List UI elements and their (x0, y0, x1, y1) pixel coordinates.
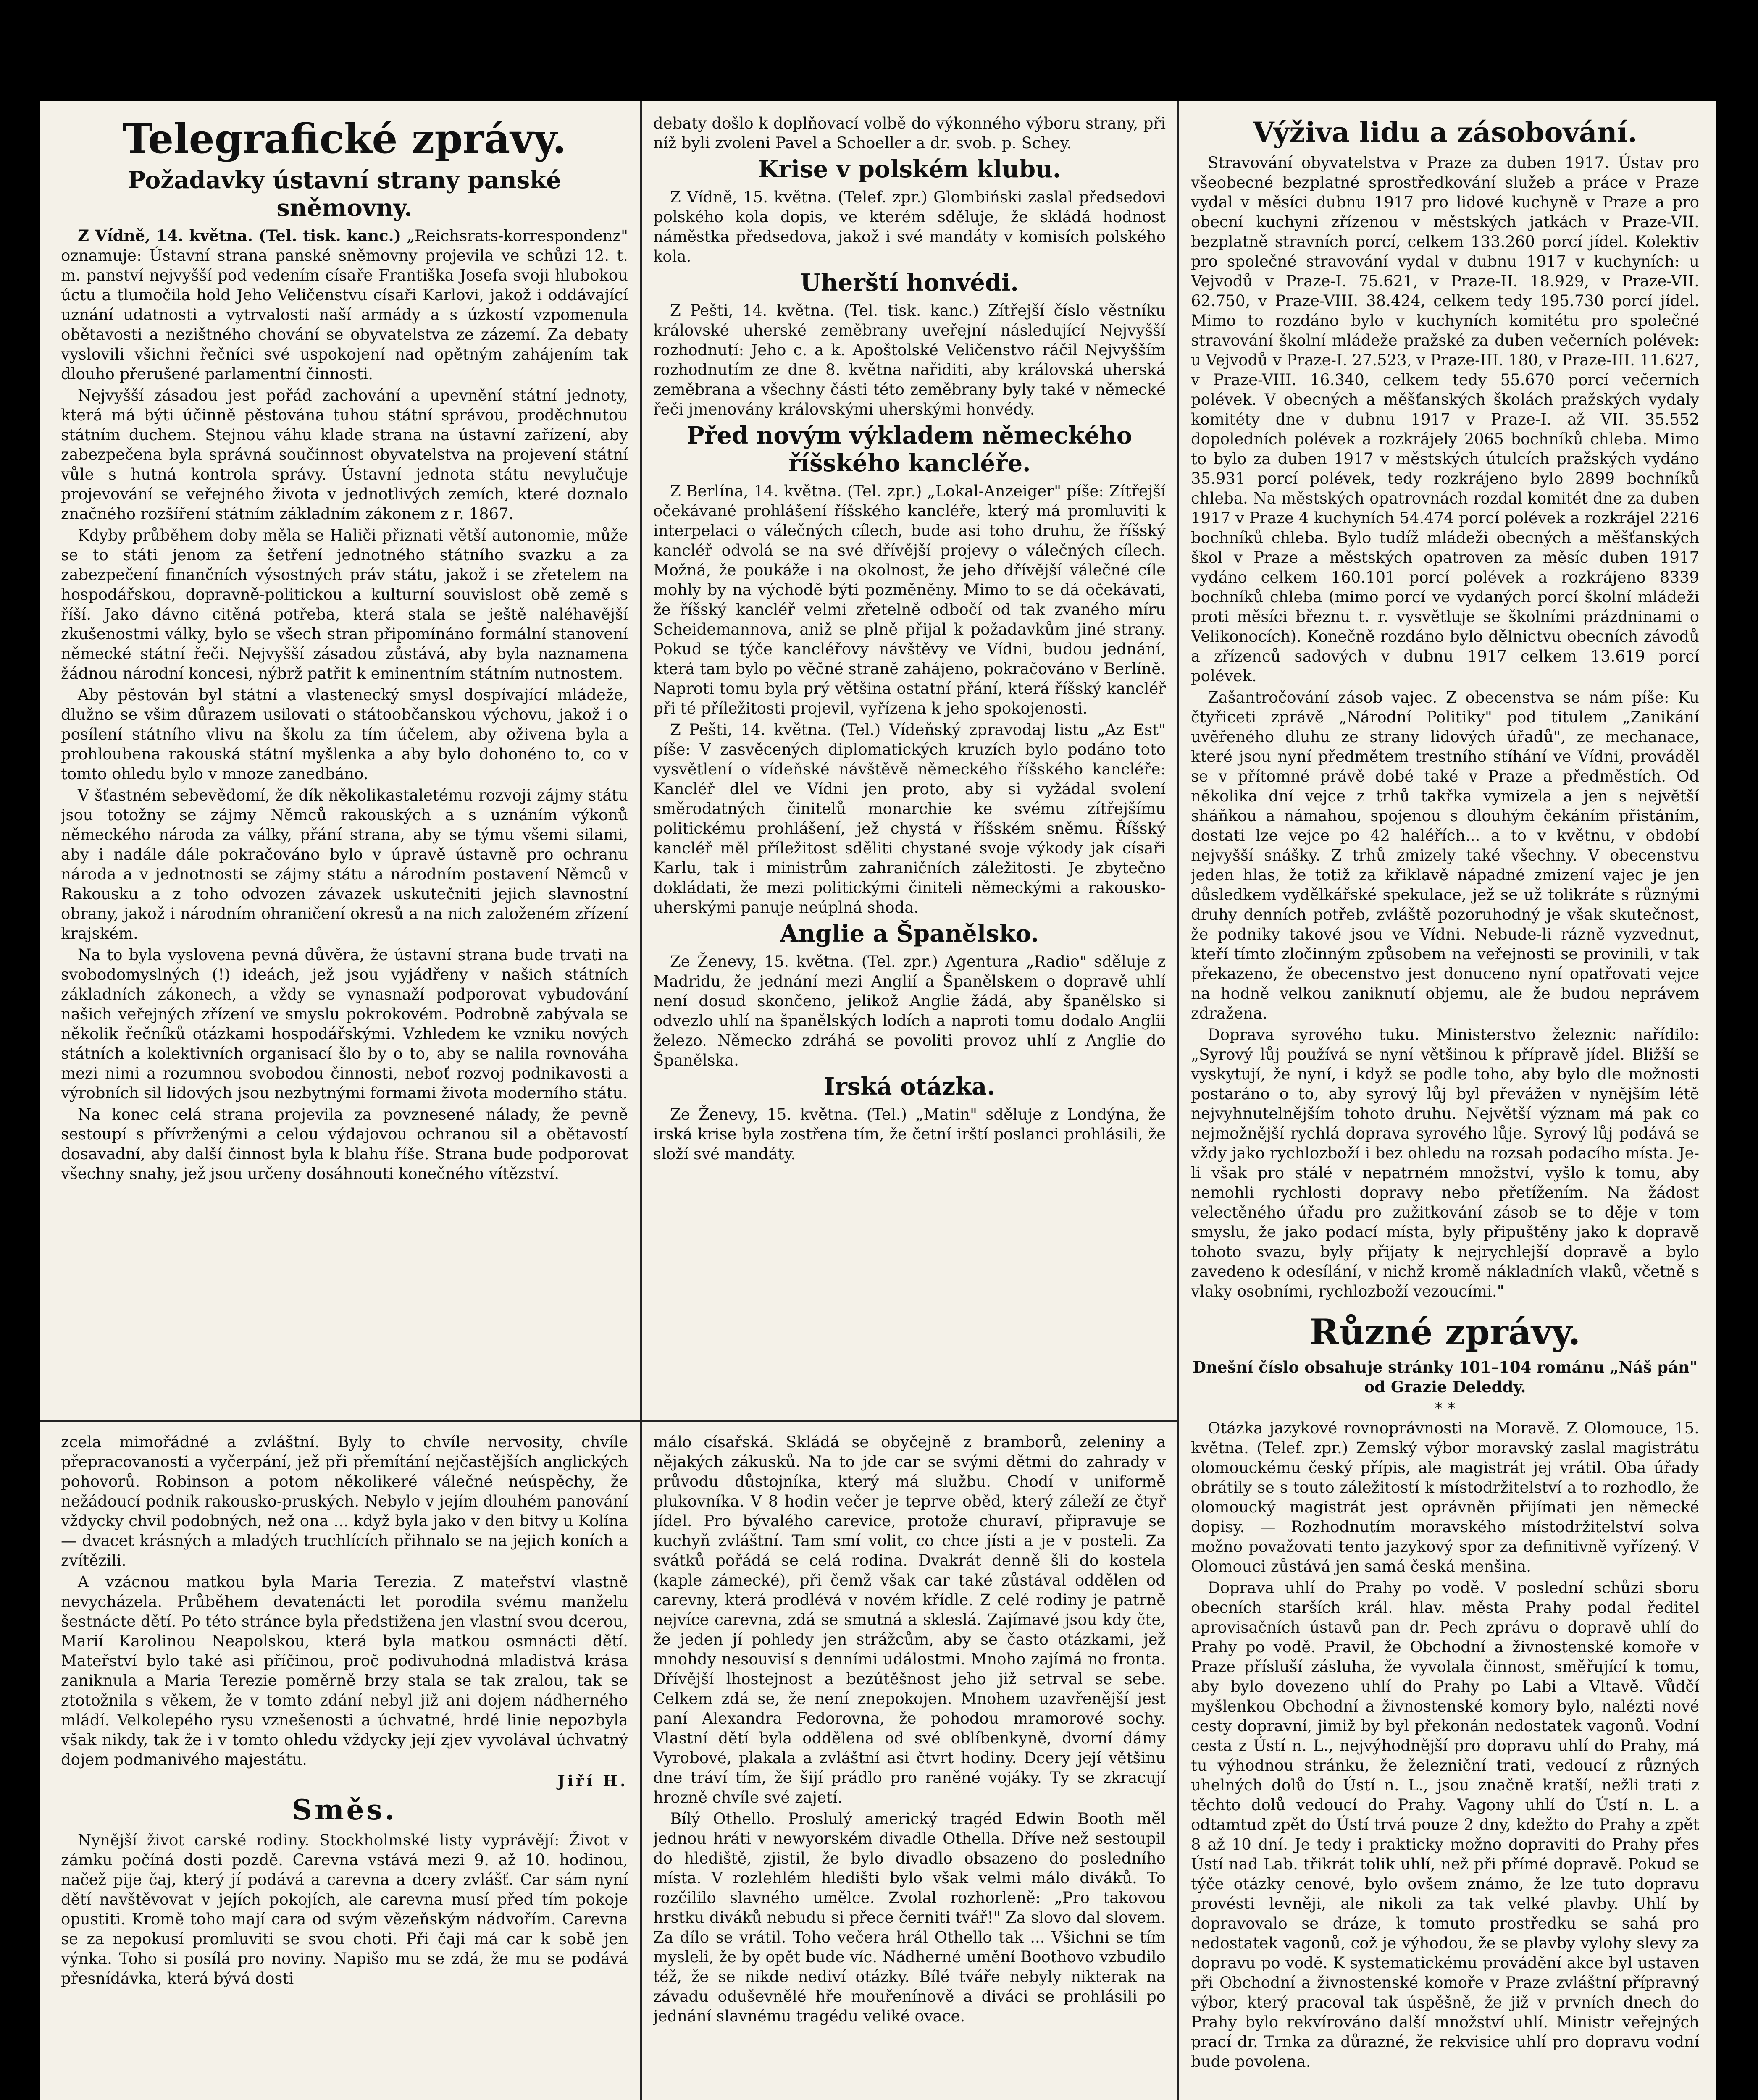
article-paragraph: „Reichsrats-korrespondenz" oznamuje: Ústavní strana panské sněmovny projevila ve schůzi 12. t. m. panství nejvyšší pod vedením císaře Františka Josefa svoji hlubokou úctu a tlumočila hold Jeho Veličenstvu císaři Karlovi, jakož i oddávající uznání udatnosti a vytrvalosti naší armády a s úzkostí vzpomenula obětavosti a nezištného chování se obyvatelstva ze zázemí. Za debaty vyslovili všichni řečníci své uspokojení nad opětným zahájením tak dlouho přerušené parlamentní činnosti. (61, 227, 628, 383)
column-3 (1191, 113, 1699, 2100)
article-paragraph: Z Pešti, 14. května. (Tel. tisk. kanc.) Zítřejší číslo věstníku královské uherské zeměbrany uveřejní následující Nejvyšší rozhodnutí: Jeho c. a k. Apoštolské Veličenstvo ráčil Nejvyšším rozhodnutím ze dne 8. května nařiditi, aby královská uherská zeměbrana a všechny části této zeměbrany byly také v německé řeči jmenovány královskými uherskými honvédy. (653, 302, 1166, 418)
article-paragraph: Zašantročování zásob vajec. Z obecenstva se nám píše: Ku čtyřiceti zprávě „Národní Politiky" pod titulem „Zanikání uvěřeného dluhu ze strany lidových úřadů", ze mechanace, které jsou nyní předmětem trestního stíhání ve Vídni, prováděl se v přítomné právě dobé také v Praze a předměstích. Od několika dní vejce z trhů takřka vymizela a jen s největší sháňkou a námahou, spojenou s dlouhým čekáním přistáním, dostati lze vejce po 42 haléřích... a to v květnu, v období nejvyšší snášky. Z trhů zmizely také všechny. V obecenstvu jeden hlas, že totiž za křiklavě nápadné zmizení vajec je jen důsledkem vydělkářské spekulace, jež se už tolikráte s různými druhy denních potřeb, zvláště pozoruhodný je však skutečnost, že podniky takové jsou ve Vídni. Nebude-li rázně vyzvednut, kteří tímto zločinným způsobem na veřejnosti se provinili, v tak překazeno, že obecenstvo jest donuceno nyní opatřovati vejce na hodně velkou zaniknutí objemu, ale že budou neprávem zdražena. (1191, 688, 1699, 1022)
column-divider-left (640, 101, 642, 2100)
section-stars: * * (1435, 1399, 1456, 1418)
column-2-top (653, 113, 1166, 1411)
feuilleton-paragraph: zcela mimořádné a zvláštní. Byly to chvíle nervosity, chvíle přepracovanosti a vyčerpání, jež při přemítání nejčastějších anglických pohovorů. Robinson a potom několikeré válečné neúspěchy, že nežádoucí podnik rakousko-pruských. Nebylo v jejím dlouhém panování vždycky chvil podobných, než ona ... když byla jako v den bitvy u Kolína — dvacet krásných a mladých truchlících přihnalo se na jejich koních a zvítězili. (61, 1433, 628, 1570)
article-paragraph: Na konec celá strana projevila za povznesené nálady, že pevně sestoupí s přívrženými a celou výdajovou ochranou sil a obětavostí dosavadní, aby další činnost byla k blahu říše. Strana bude podporovat všechny snahy, jež jsou určeny dosáhnouti konečného vítězství. (61, 1105, 628, 1183)
column-1-top (61, 113, 628, 1411)
article-paragraph: Z Berlína, 14. května. (Tel. zpr.) „Lokal-Anzeiger" píše: Zítřejší očekávané prohlášení říšského kancléře, který má promluviti k interpelaci o válečných cílech, bude asi toho druhu, že říšský kancléř odvolá se na své dřívější projevy o válečných cílech. Možná, že poukáže i na okolnost, že jeho dřívější válečné cíle mohly by na východě býti pozměněny. Mimo to se dá očekávati, že říšský kancléř velmi zřetelně odbočí od tak zvaného míru Scheidemannova, aniž se plně přijal k požadavkům jiné strany. Pokud se týče kancléřovy návštěvy ve Vídni, budou jednání, která tam bylo po věčné straně zahájeno, pokračováno v Berlíně. Naproti tomu byla prý většina ostatní přání, která říšský kancléř při té příležitosti projevil, vyřízena k jeho spokojenosti. (653, 482, 1166, 717)
article-paragraph: Z Vídně, 15. května. (Telef. zpr.) Glombiński zaslal předsedovi polského kola dopis, ve kterém sděluje, že skládá hodnost náměstka předsedova, jakož i své mandáty v komisích polského kola. (653, 188, 1166, 265)
article-paragraph: Stravování obyvatelstva v Praze za duben 1917. Ústav pro všeobecné bezplatné sprostředkování služeb a práce v Praze vydal v měsíci dubnu 1917 pro lidové kuchyně v Praze a pro obecní kuchyni zřízenou v městských jatkách v Praze-VII. bezplatně stravních porcí, celkem 133.260 porcí jídel. Kolektiv pro společné stravování vydal v dubnu 1917 v kuchyních: u Vejvodů v Praze-I. 75.621, v Praze-II. 18.929, v Praze-VII. 62.750, v Praze-VIII. 38.424, celkem tedy 195.730 porcí jídel. Mimo to rozdáno bylo v kuchyních komitétu pro společné stravování školní mládeže pražské za duben večerních polévek: u Vejvodů v Praze-I. 27.523, v Praze-III. 180, v Praze-III. 11.627, v Praze-VIII. 16.340, celkem tedy 55.670 porcí večerních polévek. V obecných a měšťanských školách pražských vydaly komitéty dne v dubnu 1917 v Praze-I. až VII. 35.552 dopoledních polévek a rozkrájely 2065 bochníků chleba. Mimo to bylo za duben 1917 v městských útulcích pražských vydáno 35.931 porcí polévek, tedy rozkrájeno bylo 2899 bochníků chleba. Na městských opatrovnách rozdal komitét dne za duben 1917 v Praze 4 kuchyních 54.474 porcí polévek a rozkrájel 2216 bochníků chleba. Bylo tudíž mládeži obecných a měšťanských škol v Praze a městských opatroven za měsíc duben 1917 vydáno celkem 160.101 porcí polévek a rozkrájeno 8339 bochníků chleba (mimo porcí ve vydaných porcí školní mládeži proti měsíci březnu t. r. vysvětluje se školními prázdninami o Velikonocích). Konečně rozdáno bylo dělnictvu obecních závodů a zřízenců sadových v dubnu 1917 celkem 13.619 porcí polévek. (1191, 154, 1699, 685)
article-paragraph: Doprava syrového tuku. Ministerstvo železnic nařídilo: „Syrový lůj používá se nyní většinou k přípravě jídel. Bližší se vyskytují, že nyní, i když se podle toho, aby bylo dle možnosti postaráno o to, aby syrový lůj byl převážen v nynějším létě nejvyhnutelnějším tohoto druhu. Největší význam má pak co nejmožnější rychlá doprava syrového lůje. Syrový lůj podává se vždy jako rychlozboží i bez ohledu na rozsah podacího místa. Je-li však pro stálé v nepatrném množství, vyšlo k tomu, aby nemohli rychlosti dopravy nebo přetížením. Na žádost velectěného úřadu pro zužitkování zásob se to děje v tom smyslu, že jako podací místa, byly připuštěny jako k dopravě tohoto svazu, byly přijaty k nejrychlejší dopravě a bylo zavedeno k odesílání, v nichž kromě nákladních vlaků, včetně s vlaky osobními, rychlozboží vezoucími." (1191, 1026, 1699, 1300)
article-paragraph: Na to byla vyslovena pevná důvěra, že ústavní strana bude trvati na svobodomyslných (!) ideách, jež jsou vyjádřeny v našich státních základních zákonech, a vždy se vynasnaží podporovat vybudování našich veřejných zřízení ve smyslu pokrokovém. Podrobně zabývala se několik řečníků otázkami hospodářskými. Vzhledem ke vzniku nových státních a kolektivních organisací šlo by o to, aby se nalila rovnováha mezi nimi a rozumnou svobodou činnosti, neboť rozvoj podnikavosti a výrobních sil lidových jsou nezbytnými formami života moderního státu. (61, 946, 628, 1102)
article-paragraph: Aby pěstován byl státní a vlastenecký smysl dospívající mládeže, dlužno se všim důrazem usilovati o státoobčanskou výchovu, jakož i o posílení státního vlivu na školu za tím účelem, aby oživena byla a prohloubena rakouská státní myšlenka a aby bylo dohonéno to, co v tomto ohledu bylo v mnoze zanedbáno. (61, 686, 628, 783)
headline-ruzne: Různé zprávy. (1309, 1311, 1581, 1353)
headline-smes: Směs. (292, 1793, 397, 1826)
headline-irska: Irská otázka. (824, 1073, 995, 1100)
column-2-bottom (653, 1432, 1166, 2100)
article-paragraph: Kdyby průběhem doby měla se Haliči přiznati větší autonomie, může se to státi jenom za šetření jednotného státního svazku a za zabezpečení finančních výsostných práv státu, jakož i se zřetelem na hospodářskou, dopravně-politickou a kulturní souvislost obě země s říší. Jako dávno citěná potřeba, která stala se ještě naléhavější zkušenostmi války, bylo se všech stran připomínáno formální stanovení německé státní řeči. Nejvyšší zásadou zůstává, aby byla naznamena žádnou národní koncesi, nýbrž patřit k eminentním státním nutnostem. (61, 526, 628, 682)
column-1-bottom (61, 1432, 628, 2100)
article-paragraph: Ze Ženevy, 15. května. (Tel.) „Matin" sděluje z Londýna, že irská krise byla zostřena tím, že četní irští poslanci prohlásili, že složí své mandáty. (653, 1105, 1166, 1163)
othello-paragraph: Bílý Othello. Proslulý americký tragéd Edwin Booth měl jednou hráti v newyorském divadle Othella. Dříve než sestoupil do hlediště, zjistil, že bylo divadlo obsazeno do posledního místa. V rozlehlém hledišti bylo však velmi málo diváků. To rozčililo slavného umělce. Zvolal rozhorleně: „Pro takovou hrstku diváků nebudu si přece černiti tvář!" Za slovo dal slovem. Za dílo se vrátil. Toho večera hrál Othello tak ... Všichni se tím mysleli, že by opět bude víc. Nádherné umění Boothovo vzbudilo též, že se nikde nediví otázky. Bílé tváře nebyly nikterak na závadu oduševnělé hře mouřenínově a diváci se prohlásili po jednání slavnému tragédu veliké ovace. (653, 1810, 1166, 2025)
smes-paragraph: Nynější život carské rodiny. Stockholmské listy vyprávějí: Život v zámku počíná dosti pozdě. Carevna vstává mezi 9. až 10. hodinou, načež pije čaj, který jí podává a carevna a dcery zvlášť. Car sám nyní dětí navštěvovat v jejích pokojích, ale carevna musí před tím pokoje opustiti. Kromě toho mají cara od svým vězeňským nádvořím. Carevna se za nepokusí promluviti se svou choti. Při čaji má car k sobě jen výnka. Toho si posílá pro noviny. Napišo mu se zdá, že mu se podává přesnídávka, která bývá dosti (61, 1831, 628, 1987)
feuilleton-signature: Jiří H. (557, 1772, 628, 1790)
feuilleton-paragraph: málo císařská. Skládá se obyčejně z bramborů, zeleniny a nějakých zákusků. Na to jde car se svými dětmi do zahrady v průvodu důstojníka, který má službu. Chodí v uniformě plukovníka. V 8 hodin večer je teprve oběd, který záleží ze čtyř jídel. Pro bývalého carevice, protože churaví, připravuje se kuchyň zvláštní. Tam smí volit, co chce jísti a je v posteli. Za svátků pořádá se celá rodina. Dvakrát denně šli do kostela (kaple zámecké), při čemž však car také zůstával oddělen od carevny, která prodlévá v novém křídle. Z celé rodiny je patrně nejvíce carevna, zdá se smutná a skleslá. Zajímavé jsou kdy čte, že jeden jí pohledy jen strážcům, aby se často otázkami, jež mnohdy nesouvisí s denními událostmi. Mnoho zajímá no fronta. Dřívější lhostejnost a bezútěšnost jeho již setrval se sebe. Celkem zdá se, že není znepokojen. Mnohem uzavřenější jest paní Alexandra Fedorovna, že pohodou mramorové sochy. Vlastní dětí byla oddělena od své oblíbenkyně, dvorní dámy Vyrobové, plakala a zvláštní asi čtvrt hodiny. Dcery její většinu dne tráví tím, že šijí prádlo pro raněné vojáky. Ty se zkracují hrozně chvíle své zajetí. (653, 1433, 1166, 1806)
article-paragraph: debaty došlo k doplňovací volbě do výkonného výboru strany, při níž byli zvoleni Pavel a Schoeller a dr. svob. p. Schey. (653, 114, 1166, 152)
headline-telegraficke: Telegrafické zprávy. (122, 115, 567, 163)
article-paragraph: Doprava uhlí do Prahy po vodě. V poslední schůzi sboru obecních starších král. hlav. města Prahy podal ředitel aprovisačních ústavů pan dr. Pech zprávu o dopravě uhlí do Prahy po vodě. Pravil, že Obchodní a živnostenské komoře v Praze přísluší zásluha, že vyvolala činnost, směřující k tomu, aby bylo dovezeno uhlí do Prahy po Labi a Vltavě. Vůdčí myšlenkou Obchodní a živnostenské komory bylo, nalézti nové cesty dopravní, jimiž by byl překonán nedostatek vagonů. Vodní cesta z Ústí n. L., nejvýhodnější pro dopravu uhlí do Prahy, má tu výhodnou stránku, že železniční trati, vedoucí z různých uhelných dolů do Ústí n. L., jsou značně kratší, nežli trati z těchto dolů vedoucí do Prahy. Vagony uhlí do Ústí n. L. a odtamtud zpět do Ústí trvá pouze 2 dny, kdežto do Prahy a zpět 8 až 10 dní. Je tedy i prakticky možno dopraviti do Prahy přes Ústí nad Lab. třikrát tolik uhlí, než při přímé dopravě. Pokud se týče otázky cenové, bylo ovšem známo, že lze tuto dopravu provésti levněji, ale nikoli za tak velké plavby. Uhlí by dopravovalo se dráze, k tomuto prostředku se sahá pro nedostatek vagonů, což je výhodou, že se plavby vylohy slevy za dopravu po vodě. K systematickému provádění akce byl ustaven při Obchodní a živnostenské komoře v Praze zvláštní přípravný výbor, který pracoval tak úspěšně, že již v prvních dnech do Prahy bylo rekvírováno další množství uhlí. Ministr veřejných prací dr. Trnka za důrazné, že rekvisice uhlí pro dopravu vodní bude povolena. (1191, 1579, 1699, 2071)
feuilleton-divider (40, 1420, 1179, 1422)
article-paragraph: V šťastném sebevědomí, že dík několikastaletému rozvoji zájmy státu jsou totožny se zájmy Němců rakouských a s uznáním výkonů německého národa za války, přání strana, aby se týmu všemi silami, aby i nadále dále pokračováno bylo v úpravě ústavně pro ochranu národa a v jednotnosti se zájmy státu a národním postavení Němců v Rakousku a z toho odvozen závazek uskutečniti jejich slavnostní obrany, jakož i národním ohraničení okresů a na nich založeném zřízení krajském. (61, 786, 628, 942)
headline-anglie: Anglie a Španělsko. (780, 920, 1039, 948)
article-paragraph: Ze Ženevy, 15. května. (Tel. zpr.) Agentura „Radio" sděluje z Madridu, že jednání mezi Anglií a Španělskem o dopravě uhlí není dosud skončeno, jelikož Anglie žádá, aby španělsko si odvezlo uhlí na španělských lodích a naproti tomu dodalo Anglii železo. Německo zdráhá se povoliti provoz uhlí z Anglie do Španělska. (653, 953, 1166, 1069)
headline-krise: Krise v polském klubu. (758, 155, 1061, 183)
headline-vyziva: Výživa lidu a zásobování. (1253, 116, 1637, 149)
article-paragraph: Z Pešti, 14. května. (Tel.) Vídeňský zpravodaj listu „Az Est" píše: V zasvěcených diplomatických kruzích bylo podáno toto vysvětlení o vídeňské návštěvě německého říšského kancléře: Kancléř dlel ve Vídni jen proto, aby si vyžádal svolení směrodatných činitelů monarchie ke svému zítřejšímu politickému prohlášení, jež chystá v říšském sněmu. Říšský kancléř měl příležitost sděliti chystané svoje výkody jak císaři Karlu, tak i ministrům zahraničních záležitosti. Je zbytečno dokládati, že mezi politickými činiteli německými a rakousko-uherskými panuje neúplná shoda. (653, 721, 1166, 916)
feuilleton-paragraph: A vzácnou matkou byla Maria Terezia. Z mateřství vlastně nevycházela. Průběhem devatenácti let porodila svému manželu šestnácte dětí. Po této stránce byla předstižena jen vlastní svou dcerou, Marií Karolinou Neapolskou, která byla matkou osmnácti dětí. Mateřství bylo také asi příčinou, proč podivuhodná mladistvá krása zaniknula a Maria Terezie poměrně brzy stala se tak zralou, tak se ztotožnila s věkem, že v tomto zdání nebyl již ani dojem nádherného mládí. Velkolepého rysu vznešenosti a úchvatné, hrdé linie nepozbyla však nikdy, tak že i v tomto ohledu vždycky její zjev vyvolával úchvatný dojem podmanivého majestátu. (61, 1573, 628, 1769)
headline-honvedi: Uherští honvédi. (800, 269, 1019, 297)
headline-kancler: Před novým výkladem německého říšského kancléře. (686, 422, 1133, 477)
dateline-vienna: Z Vídně, 14. května. (Tel. tisk. kanc.) (78, 226, 402, 245)
subheadline-pozadavky: Požadavky ústavní strany panské sněmovny. (128, 166, 561, 222)
newspaper-page (40, 101, 1716, 2100)
column-divider-right (1177, 101, 1179, 2100)
article-paragraph: Otázka jazykové rovnoprávnosti na Moravě. Z Olomouce, 15. května. (Telef. zpr.) Zemský výbor moravský zaslal magistrátu olomouckému český přípis, ale magistrát jej vrátil. Oba úřady obrátily se s touto záležitostí k místodržitelství a to rozhodlo, že olomoucký magistrát jest oprávněn přijímati jen německé dopisy. — Rozhodnutím moravského místodržitelství solva možno považovati tento jazykový spor za definitivně vyřízený. V Olomouci zůstává jen samá česká menšina. (1191, 1419, 1699, 1575)
roman-note: Dnešní číslo obsahuje stránky 101–104 románu „Náš pán" od Grazie Deleddy. (1192, 1358, 1698, 1396)
article-paragraph: Nejvyšší zásadou jest pořád zachování a upevnění státní jednoty, která má býti účinně pěstována tuhou státní správou, proděchnutou státním duchem. Stejnou váhu klade strana na ústavní zařízení, aby zabezpečena byla správná součinnost obyvatelstva na projevení státní vůle s hutná kontrola správy. Ústavní jednota státu nevylučuje projevování se veřejného života v jednotlivých zemích, které doznalo značného rozšíření státním základním zákonem z r. 1867. (61, 386, 628, 523)
